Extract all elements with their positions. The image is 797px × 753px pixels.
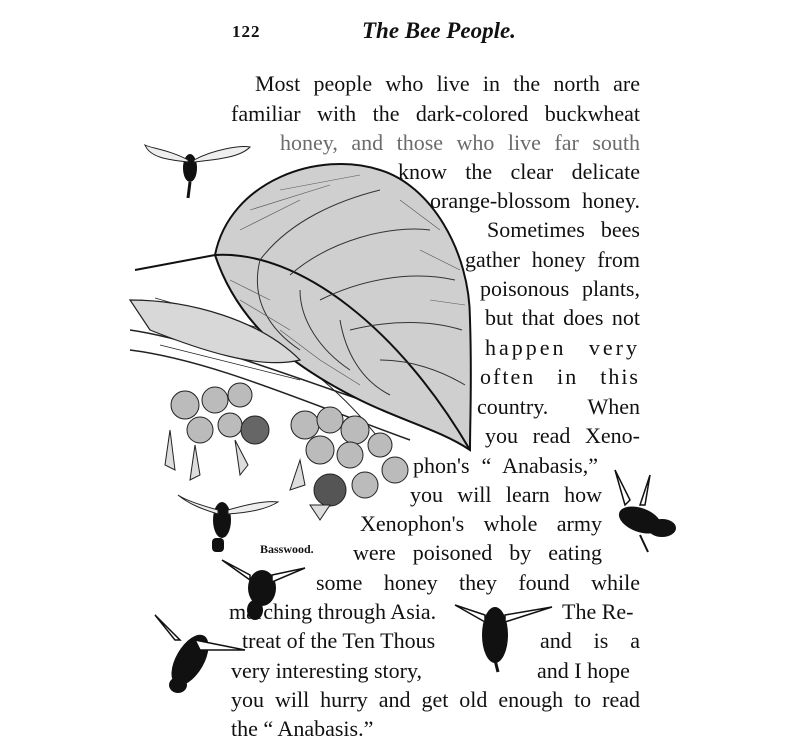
text-line-22: you will hurry and get old enough to read [231, 687, 640, 712]
text-line-20b: and is a [540, 628, 640, 653]
text-line-4: know the clear delicate [398, 159, 640, 184]
text-line-7: gather honey from [465, 247, 640, 272]
text-line-21a: very interesting story, [231, 658, 423, 683]
text-line-12: country. When [477, 394, 640, 419]
text-line-17: were poisoned by eating [353, 540, 602, 565]
text-line-1: Most people who live in the north are [255, 71, 640, 96]
text-line-11: often in this [480, 364, 640, 389]
page-number: 122 [232, 22, 261, 41]
text-line-19b: The Re- [562, 599, 634, 624]
text-line-14: phon's “ Anabasis,” [413, 453, 598, 478]
text-line-13: you read Xeno- [485, 423, 640, 448]
text-line-9: but that does not [485, 305, 640, 330]
illustration-caption: Basswood. [260, 542, 314, 556]
text-line-16: Xenophon's whole army [360, 511, 602, 536]
text-line-15: you will learn how [410, 482, 602, 507]
bee-icon-1 [145, 145, 250, 198]
text-line-21b: and I hope [537, 658, 630, 683]
text-line-19a: marching through Asia. [229, 599, 437, 624]
text-line-18: some honey they found while [316, 570, 640, 595]
text-line-5: orange-blossom honey. [430, 188, 640, 213]
text-line-10: happen very [485, 335, 640, 360]
text-line-2: familiar with the dark-colored buckwheat [231, 101, 640, 126]
text-line-8: poisonous plants, [480, 276, 640, 301]
text-line-20a: treat of the Ten Thous [242, 628, 436, 653]
text-line-3: honey, and those who live far south [280, 130, 640, 155]
bee-icon-3 [615, 470, 676, 552]
text-line-6: Sometimes bees [487, 217, 640, 242]
running-title: The Bee People. [362, 18, 516, 43]
text-line-23: the “ Anabasis.” [231, 716, 374, 741]
